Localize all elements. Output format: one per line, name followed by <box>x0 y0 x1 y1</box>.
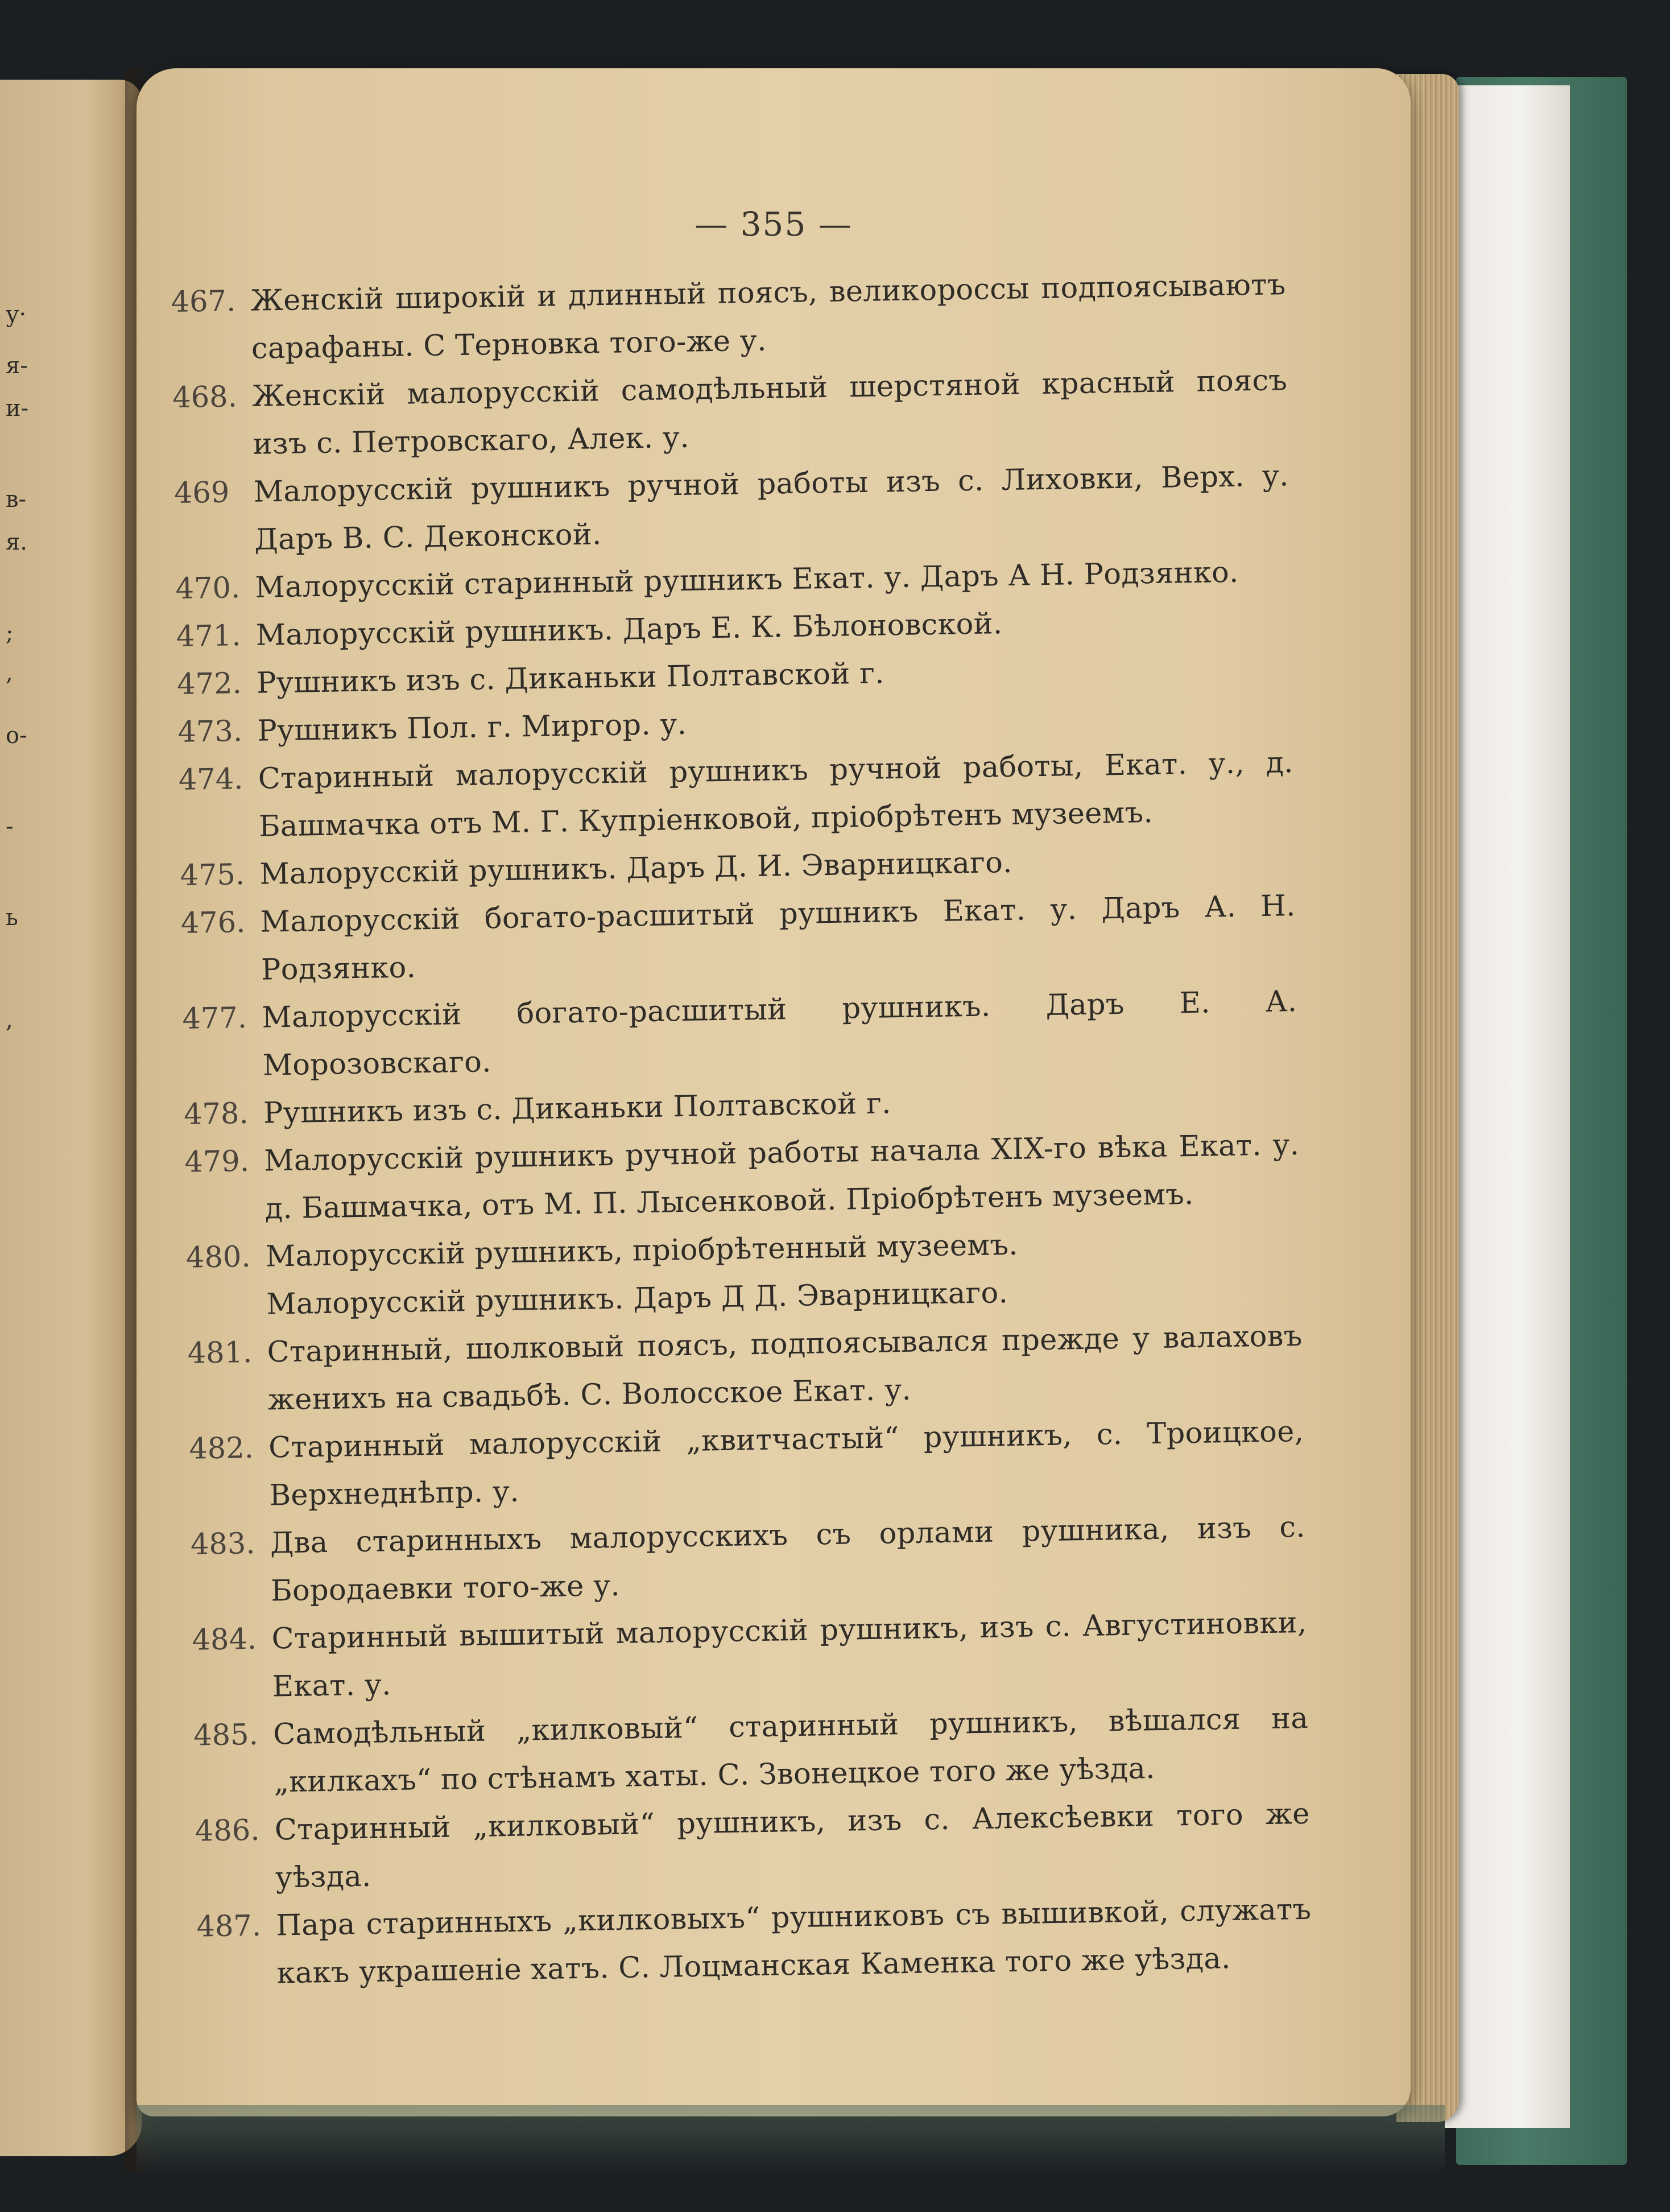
facing-page <box>0 80 142 2156</box>
facing-text-fragment: ь <box>6 905 18 931</box>
facing-text-fragment: в- <box>6 486 27 513</box>
entry-number: 475. <box>180 858 245 893</box>
list-item <box>184 1121 1300 1235</box>
entry-number: 474. <box>178 762 243 797</box>
entry-number: 484. <box>192 1622 257 1657</box>
entry-text: Два старинныхъ малорусскихъ съ орлами рушника, изъ с. Бородаевки того-же у. <box>270 1510 1306 1608</box>
entry-number: 481. <box>187 1335 253 1371</box>
entry-text: Малорусскій рушникъ. Даръ Е. К. Бѣлоновской. <box>255 607 1003 653</box>
entry-number: 487. <box>196 1909 262 1944</box>
facing-text-fragment: у· <box>6 302 27 328</box>
book-page <box>137 68 1411 2116</box>
entry-text: Старинный малорусскій рушникъ ручной работы, Екат. у., д. Башмачка отъ М. Г. Купріенковой, пріобрѣтенъ музеемъ. <box>258 746 1294 844</box>
entry-number: 476. <box>180 906 246 940</box>
entry-text: Малорусскій богато-расшитый рушникъ Екат. у. Даръ А. Н. Родзянко. <box>260 889 1296 987</box>
entry-text: Старинный вышитый малорусскій рушникъ, изъ с. Августиновки, Екат. у. <box>271 1606 1307 1704</box>
entry-number: 478. <box>183 1097 249 1132</box>
entry-text: Малорусскій рушникъ. Даръ Д. И. Эварницкаго. <box>259 845 1013 892</box>
facing-text-fragment: о- <box>6 723 27 749</box>
entry-text: Малорусскій рушникъ ручной работы изъ с. Лиховки, Верх. у. Даръ В. С. Деконской. <box>253 459 1289 557</box>
list-item <box>193 1695 1309 1808</box>
entry-text: Рушникъ изъ с. Диканьки Полтавской г. <box>263 1087 891 1130</box>
entry-number: 486. <box>195 1813 260 1848</box>
entry-number: 469 <box>173 476 230 510</box>
entry-text: Рушникъ Пол. г. Миргор. у. <box>257 707 687 748</box>
facing-text-fragment: , <box>6 660 13 686</box>
entry-number: 473. <box>177 715 243 749</box>
list-item <box>196 1886 1312 1999</box>
entry-number: 485. <box>193 1718 259 1753</box>
list-item <box>190 1504 1306 1617</box>
entry-text: Малорусскій богато-расшитый рушникъ. Даръ Е. А. Морозовскаго. <box>261 985 1297 1083</box>
page-number: — 355 — <box>695 205 853 244</box>
list-item <box>178 739 1294 852</box>
entry-number: 479. <box>184 1145 250 1179</box>
entry-number: 472. <box>176 667 242 701</box>
facing-text-fragment: и- <box>6 395 29 422</box>
list-item <box>180 882 1296 996</box>
list-item <box>189 1408 1305 1521</box>
entry-text: Женскій широкій и длинный поясъ, великороссы подпоясываютъ сарафаны. С Терновка того-же у. <box>250 268 1286 366</box>
entry-text: Малорусскій рушникъ. Даръ Д Д. Эварницкаго. <box>266 1276 1008 1322</box>
entry-number: 468. <box>172 380 238 415</box>
entry-number: 467. <box>171 284 236 319</box>
entry-text: Рушникъ изъ с. Диканьки Полтавской г. <box>256 657 885 700</box>
backing-sheet <box>1445 85 1570 2128</box>
entry-number: 477. <box>181 1001 247 1036</box>
entry-number: 480. <box>185 1240 251 1275</box>
list-item <box>192 1599 1308 1712</box>
entry-text: Малорусскій рушникъ ручной работы начала XIX-го вѣка Екат. у. д. Башмачка, отъ М. П. Лысенковой. Пріобрѣтенъ музеемъ. <box>263 1128 1300 1226</box>
bottom-cover-shadow <box>137 2105 1445 2173</box>
list-item <box>172 357 1288 470</box>
entry-text: Малорусскій старинный рушникъ Екат. у. Даръ А Н. Родзянко. <box>255 555 1239 605</box>
facing-text-fragment: ; <box>6 620 14 646</box>
facing-text-fragment: , <box>6 1007 13 1033</box>
entry-text: Старинный „килковый“ рушникъ, изъ с. Алексѣевки того же уѣзда. <box>274 1797 1311 1895</box>
entry-text: Женскій малорусскій самодѣльный шерстяной красный поясъ изъ с. Петровскаго, Алек. у. <box>251 364 1288 461</box>
entry-number: 483. <box>190 1526 255 1562</box>
entry-text: Самодѣльный „килковый“ старинный рушникъ, вѣшался на „килкахъ“ по стѣнамъ хаты. С. Звонецкое того же уѣзда. <box>272 1701 1309 1800</box>
facing-text-fragment: я- <box>6 353 28 379</box>
entry-list <box>171 261 1312 1999</box>
entry-text: Старинный, шолковый поясъ, подпоясывался прежде у валаховъ женихъ на свадьбѣ. С. Волосское Екат. у. <box>267 1319 1303 1417</box>
entry-text: Старинный малорусскій „квитчастый“ рушникъ, с. Троицкое, Верхнеднѣпр. у. <box>268 1414 1304 1513</box>
list-item <box>195 1790 1311 1904</box>
list-item <box>173 452 1289 566</box>
list-item <box>187 1313 1303 1426</box>
entry-text: Малорусскій рушникъ, пріобрѣтенный музеемъ. <box>265 1228 1019 1274</box>
list-item <box>182 978 1298 1091</box>
entry-text: Пара старинныхъ „килковыхъ“ рушниковъ съ вышивкой, служатъ какъ украшеніе хатъ. С. Лоцманская Каменка того же уѣзда. <box>276 1892 1312 1991</box>
entry-number: 470. <box>175 571 241 606</box>
entry-number: 471. <box>176 619 241 654</box>
list-item <box>171 261 1287 374</box>
facing-text-fragment: - <box>6 814 14 840</box>
entry-number: 482. <box>188 1431 254 1466</box>
facing-text-fragment: я. <box>6 529 27 555</box>
